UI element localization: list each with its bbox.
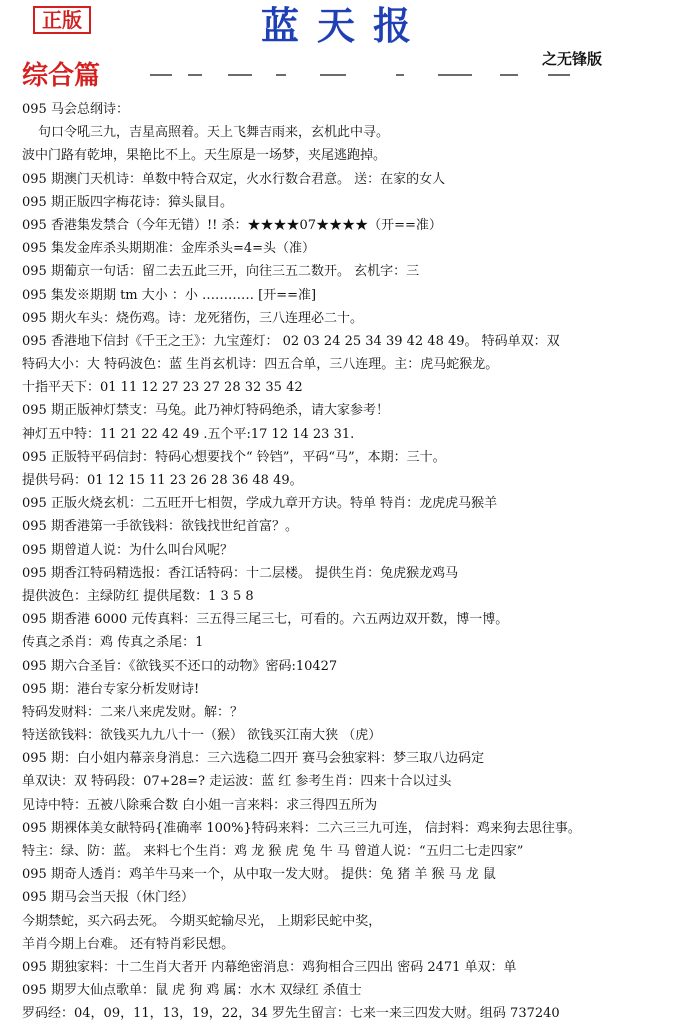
text-line: 095 期奇人透肖：鸡羊牛马来一个，从中取一发大财。 提供：兔 猪 羊 猴 马 龙 鼠	[22, 867, 496, 883]
text-line: 095 香港集发禁合（今年无错）!! 杀：★★★★07★★★★（开==准）	[22, 217, 442, 233]
text-line: 095 正版火烧玄机：二五旺开七相贺，学成九章开方诀。特单 特肖：龙虎虎马猴羊	[22, 496, 498, 512]
text-line: 单双诀：双 特码段：07+28=? 走运波：蓝 红 参考生肖：四来十合以过头	[22, 774, 452, 790]
edition-label: 之无锋版	[541, 50, 602, 68]
text-line: 句口令吼三九，吉星高照着。天上飞舞吉雨来，玄机此中寻。	[38, 125, 390, 141]
text-line: 095 期葡京一句话：留二去五此三开，向往三五二数开。 玄机字：三	[22, 264, 420, 280]
text-line: 095 期香港 6000 元传真料：三五得三尾三七，可看的。六五两边双开数，博一博。	[22, 612, 509, 628]
text-line: 095 期独家料：十二生肖大者开 内幕绝密消息：鸡狗相合三四出 密码 2471 单双：单	[22, 959, 517, 975]
text-line: 095 期正版四字梅花诗：獐头鼠目。	[22, 194, 233, 210]
text-line: 特码发财料：二来八来虎发财。解：？	[22, 704, 244, 720]
text-line: 特送欲钱料：欲钱买九九八十一（猴） 欲钱买江南大狭 （虎）	[22, 728, 382, 744]
text-line: 羊肖今期上台难。 还有特肖彩民想。	[22, 936, 235, 952]
text-line: 095 期六合圣旨：《欲钱买不还口的动物》密码:10427	[22, 658, 338, 674]
genuine-edition-badge: 正版	[33, 6, 91, 34]
text-line: 波中门路有乾坤，果艳比不上。天生原是一场梦，夹尾逃跑掉。	[22, 148, 387, 164]
page-title: 蓝天报	[260, 3, 429, 48]
article-content	[22, 98, 672, 1026]
text-line: 095 期香江特码精选报：香江话特码：十二层楼。 提供生肖：兔虎猴龙鸡马	[22, 565, 459, 581]
faded-text-residue	[150, 74, 580, 80]
section-heading: 综合篇	[22, 61, 101, 91]
text-line: 095 期香港第一手欲钱料：欲钱找世纪首富？。	[22, 519, 298, 535]
text-line: 095 期裸体美女献特码{准确率 100%}特码来料：二六三三九可连， 信封料：鸡来狗去思往事。	[22, 820, 581, 836]
text-line: 095 期：港台专家分析发财诗!	[22, 681, 200, 697]
text-line: 095 期正版神灯禁支：马兔。此乃神灯特码绝杀，请大家参考！	[22, 403, 389, 419]
text-line: 095 集发※期期 tm 大小 ：小 ………… [开==准]	[22, 287, 317, 303]
text-line: 今期禁蛇，买六码去死。 今期买蛇输尽光， 上期彩民蛇中奖，	[22, 913, 382, 929]
text-line: 095 马会总纲诗：	[22, 102, 129, 117]
text-line: 神灯五中特：11 21 22 42 49 .五个平:17 12 14 23 31.	[22, 426, 355, 442]
text-line: 提供号码：01 12 15 11 23 26 28 36 48 49。	[22, 473, 303, 488]
text-line: 特主：绿、防：蓝。 来料七个生肖：鸡 龙 猴 虎 兔 牛 马 曾道人说：“五归二七走四家”	[22, 844, 524, 859]
text-line: 见诗中特：五被八除乘合数 白小姐一言来料：求三得四五所为	[22, 797, 378, 813]
text-line: 095 期：白小姐内幕亲身消息：三六选稳二四开 赛马会独家料：梦三取八边码定	[22, 751, 485, 767]
text-line: 095 集发金库杀头期期准：金库杀头=4=头（准）	[22, 241, 316, 257]
text-line: 十指平天下：01 11 12 27 23 27 28 32 35 42	[22, 380, 303, 396]
text-line: 提供波色：主绿防红 提供尾数：1 3 5 8	[22, 588, 254, 604]
text-line: 095 期火车头：烧伤鸡。诗：龙死猪伤，三八连理必二十。	[22, 310, 363, 326]
text-line: 罗码经：04，09，11，13，19，22，34 罗先生留言：七来一来三四发大财。组码 737240	[22, 1006, 560, 1022]
text-line: 095 香港地下信封《千王之王》：九宝莲灯： 02 03 24 25 34 39 42 48 49。 特码单双：双	[22, 333, 560, 349]
text-line: 传真之杀肖：鸡 传真之杀尾：1	[22, 635, 204, 651]
text-line: 095 期曾道人说：为什么叫台风呢？	[22, 542, 233, 558]
text-line: 095 期马会当天报（休门经）	[22, 890, 194, 906]
text-line: 095 期罗大仙点歌单：鼠 虎 狗 鸡 属：水木 双绿红 杀值士	[22, 983, 362, 999]
text-line: 特码大小：大 特码波色：蓝 生肖玄机诗：四五合单，三八连理。主：虎马蛇猴龙。	[22, 357, 499, 373]
text-line: 095 正版特平码信封：特码心想要找个“ 铃铛”，平码“马”，本期：三十。	[22, 449, 446, 465]
text-line: 095 期澳门天机诗：单数中特合双定，火水行数合君意。 送：在家的女人	[22, 171, 446, 187]
